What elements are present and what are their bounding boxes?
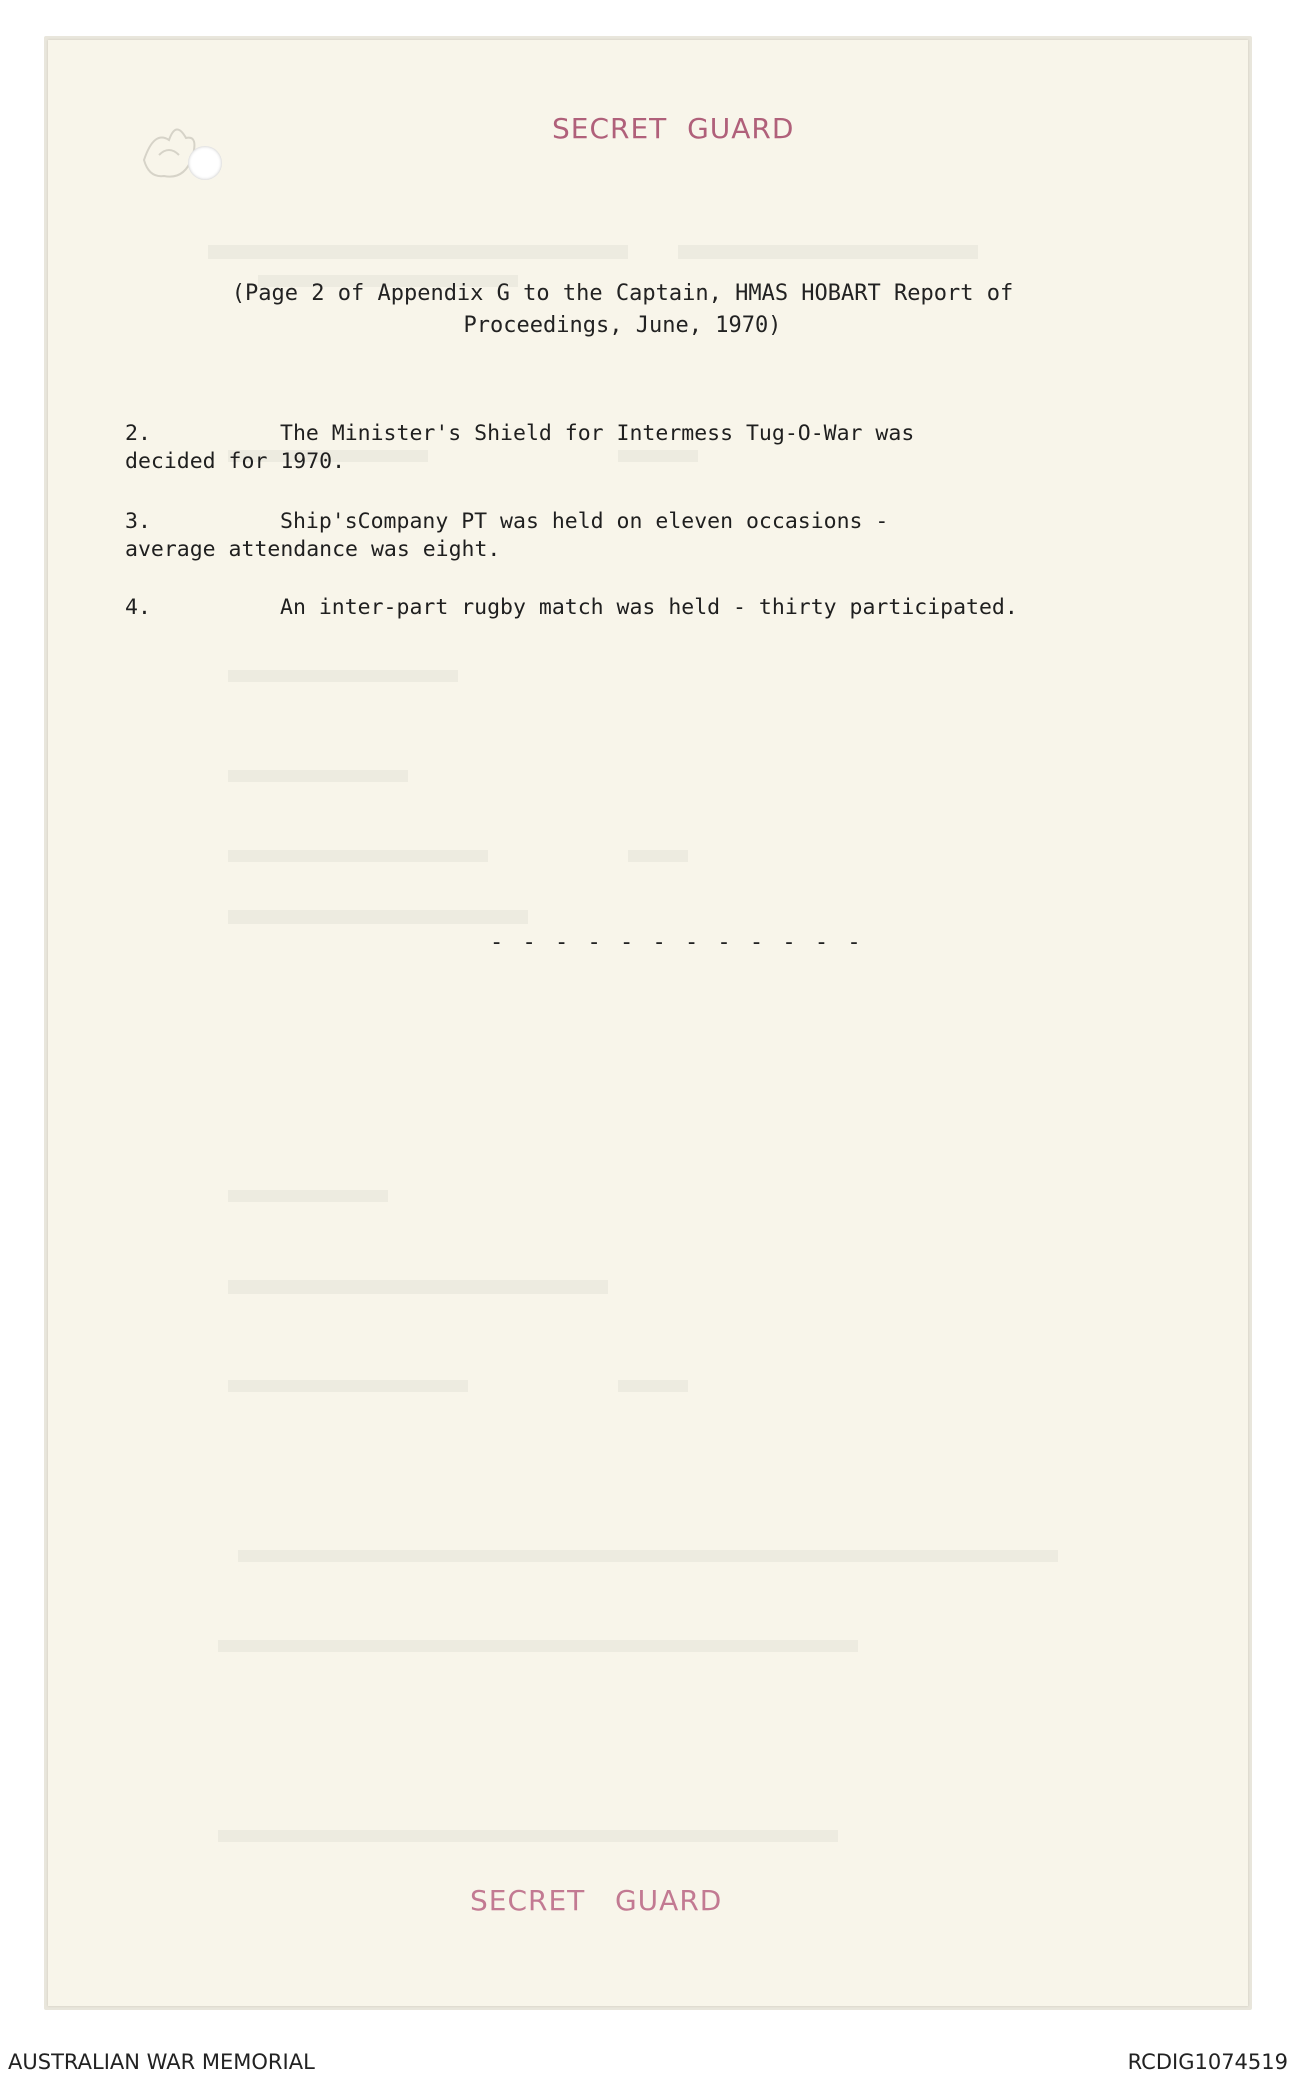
paragraph-3 (125, 508, 888, 564)
paragraph-4 (125, 594, 1018, 622)
paragraph-number: 2. (125, 421, 151, 446)
paragraph-number: 3. (125, 509, 151, 534)
archive-credit: AUSTRALIAN WAR MEMORIAL (8, 2050, 315, 2074)
heading-line-1: (Page 2 of Appendix G to the Captain, HMAS HOBART Report of (231, 281, 1014, 306)
paragraph-2 (125, 420, 914, 476)
secret-guard-stamp-top: SECRET GUARD (552, 112, 795, 145)
paragraph-text-line-1: The Minister's Shield for Intermess Tug-O-War was (280, 421, 915, 446)
separator-line: - - - - - - - - - - - - (490, 930, 864, 955)
archive-identifier: RCDIG1074519 (1127, 2050, 1288, 2074)
paragraph-text-line-1: Ship'sCompany PT was held on eleven occasions - (280, 509, 889, 534)
paragraph-text-line-2: average attendance was eight. (125, 537, 501, 562)
punch-hole (188, 146, 222, 180)
paragraph-text-line-2: decided for 1970. (125, 449, 346, 474)
paragraph-number: 4. (125, 595, 151, 620)
paragraph-text-line-1: An inter-part rugby match was held - thirty participated. (280, 595, 1018, 620)
secret-guard-stamp-bottom: SECRET GUARD (470, 1884, 723, 1917)
heading-line-2: Proceedings, June, 1970) (463, 313, 782, 338)
document-heading (125, 278, 1120, 342)
